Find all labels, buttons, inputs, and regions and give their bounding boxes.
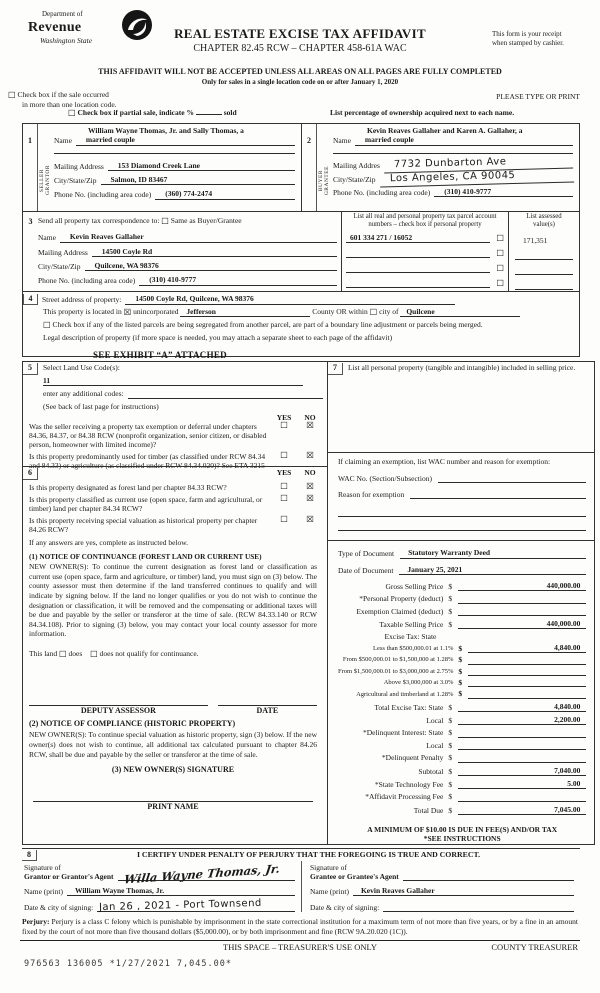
- corr-phone-label: Phone No. (including area code): [38, 276, 136, 286]
- land-designation-section: [22, 466, 328, 845]
- subtotal-label: Subtotal: [418, 766, 444, 776]
- land-use-section: [22, 361, 328, 471]
- buyer-name-line1[interactable]: Kevin Reaves Gallaher and Karen A. Gallaher, a: [367, 125, 523, 135]
- total-excise-local-value[interactable]: 2,200.00: [458, 715, 586, 725]
- wac-number-field[interactable]: [438, 474, 586, 483]
- total-excise-state-label: Total Excise Tax: State: [374, 702, 444, 712]
- buyer-name-line2[interactable]: married couple: [355, 135, 573, 145]
- new-owner-signature-label: (3) NEW OWNER(S) SIGNATURE: [111, 765, 235, 775]
- certification-section: [22, 848, 580, 912]
- section-6-number: 6: [23, 468, 38, 480]
- exemption-claimed-label: Exemption Claimed (deduct): [356, 606, 444, 616]
- certify-statement: I CERTIFY UNDER PENALTY OF PERJURY THAT THE FOREGOING IS TRUE AND CORRECT.: [136, 850, 481, 860]
- multi-location-label-1: Check box if the sale occurred: [17, 89, 109, 99]
- assessed-values-section: [509, 212, 579, 291]
- sec5-q1-text: Was the seller receiving a property tax exemption or deferral under chapters 84.36, 84.37, or 84.38 RCW (nonprofit organization, senior citizen, or disabled person, homeowner with limited income)?: [29, 422, 267, 450]
- affidavit-processing-fee-value[interactable]: [458, 793, 586, 802]
- parcel-personal-checkbox-4[interactable]: ☐: [496, 278, 504, 289]
- section-3-number: 3: [28, 216, 33, 226]
- section-2-number: 2: [302, 124, 317, 211]
- buyer-mailing-label: Mailing Addres: [333, 160, 380, 170]
- seller-section: [23, 124, 301, 211]
- taxable-selling-price-value[interactable]: 440,000.00: [458, 619, 586, 629]
- seller-side-word: SELLER: [38, 168, 45, 192]
- form-header: [20, 8, 580, 66]
- assessed-value-1[interactable]: 171,351: [523, 236, 548, 246]
- personal-property-deduct-label: *Personal Property (deduct): [359, 594, 444, 604]
- seller-name-label: Name: [54, 136, 72, 146]
- county-treasurer-label: COUNTY TREASURER: [491, 941, 578, 952]
- exhibit-a-note: SEE EXHIBIT “A” ATTACHED: [93, 350, 227, 361]
- seller-grantor-side-label: [38, 124, 52, 211]
- seller-mailing-value[interactable]: 153 Diamond Creek Lane: [108, 161, 295, 171]
- sec5-q1-yes-checkbox[interactable]: ☐: [280, 421, 288, 432]
- property-location-section: [23, 292, 579, 361]
- corr-mailing-value[interactable]: 14500 Coyle Rd: [92, 247, 337, 257]
- dollar-sign: $: [448, 620, 453, 629]
- sec6-q1-yes-checkbox[interactable]: ☐: [280, 481, 288, 492]
- excise-bracket-5-value[interactable]: [468, 690, 586, 699]
- completion-warning: THIS AFFIDAVIT WILL NOT BE ACCEPTED UNLESS ALL AREAS ON ALL PAGES ARE FULLY COMPLETED: [98, 67, 502, 76]
- same-as-buyer-checkbox[interactable]: ☐: [161, 216, 169, 227]
- gross-selling-price-value[interactable]: 440,000.00: [458, 581, 586, 591]
- dollar-sign: $: [448, 740, 453, 750]
- seller-name-extra-line[interactable]: [54, 146, 295, 154]
- exemption-claiming-label: If claiming an exemption, list WAC number and reason for exemption:: [338, 457, 551, 467]
- land-does-checkbox[interactable]: ☐: [59, 649, 67, 660]
- personal-property-deduct-value[interactable]: [458, 595, 586, 604]
- logo-revenue: Revenue: [28, 19, 82, 35]
- buyer-section: [301, 124, 579, 211]
- total-due-value[interactable]: 7,045.00: [458, 805, 586, 815]
- personal-property-text: List all personal property (tangible and intangible) included in selling price.: [348, 362, 576, 372]
- grantor-date-city-value: Jan 26 , 2021 - Port Townsend: [99, 897, 263, 913]
- land-does-not-checkbox[interactable]: ☐: [90, 649, 98, 660]
- sec6-q2-no-checkbox[interactable]: ☒: [306, 493, 314, 504]
- excise-tax-state-header: Excise Tax: State: [384, 632, 437, 642]
- grantee-sig-label-1: Signature of: [310, 862, 347, 872]
- corr-citystatezip-value[interactable]: Quilcene, WA 98376: [85, 261, 338, 271]
- grantor-name-print-value[interactable]: William Wayne Thomas, Jr.: [67, 886, 295, 896]
- sec5-q2-no-checkbox[interactable]: ☒: [306, 451, 314, 462]
- grantee-side-word: GRANTEE: [324, 165, 330, 195]
- section-5-number: 5: [23, 363, 38, 375]
- grantor-name-print-label: Name (print): [24, 887, 63, 897]
- partial-sale-sold-label: sold: [223, 107, 237, 117]
- delinquent-penalty-value[interactable]: [458, 754, 586, 763]
- type-of-document-label: Type of Document: [338, 549, 395, 559]
- buyer-citystatezip-label: City/State/Zip: [333, 175, 376, 185]
- dollar-sign: $: [448, 606, 453, 616]
- seller-mailing-label: Mailing Address: [54, 161, 104, 171]
- dollar-sign: $: [458, 643, 463, 653]
- affidavit-processing-fee-label: *Affidavit Processing Fee: [365, 792, 444, 802]
- sec5-yes-header: YES: [276, 412, 292, 422]
- receipt-note: This form is your receipt when stamped by cashier.: [492, 30, 564, 48]
- if-any-yes-note: If any answers are yes, complete as instructed below.: [29, 537, 189, 547]
- additional-codes-label: enter any additional codes:: [43, 389, 124, 399]
- excise-bracket-3-label: From $1,500,000.01 to $3,000,000 at 2.75%: [338, 667, 454, 675]
- excise-bracket-5-label: Agricultural and timberland at 1.28%: [356, 690, 454, 698]
- dollar-sign: $: [448, 594, 453, 604]
- reason-exemption-field-2[interactable]: [338, 507, 586, 517]
- send-correspondence-label: Send all property tax correspondence to:: [38, 215, 160, 225]
- exemption-section: [327, 452, 595, 541]
- dollar-sign: $: [448, 766, 453, 776]
- buyer-phone-value[interactable]: (310) 410-9777: [434, 187, 573, 197]
- grantee-date-city-line[interactable]: [383, 901, 574, 912]
- sec6-yes-header: YES: [276, 467, 292, 477]
- total-due-label: Total Due: [413, 805, 444, 815]
- exemption-claimed-value[interactable]: [458, 607, 586, 616]
- logo-dept-of: Department of: [42, 10, 83, 18]
- type-or-print-note: PLEASE TYPE OR PRINT: [496, 91, 580, 101]
- street-address-value[interactable]: 14500 Coyle Rd, Quilcene, WA 98376: [125, 294, 455, 304]
- dollar-sign: $: [448, 805, 453, 815]
- seller-phone-label: Phone No. (including area code): [54, 190, 152, 200]
- buyer-side-word: BUYER: [317, 169, 324, 191]
- excise-bracket-1-value[interactable]: 4,840.00: [468, 643, 586, 653]
- corr-citystatezip-label: City/State/Zip: [38, 262, 81, 271]
- gross-selling-price-label: Gross Selling Price: [385, 581, 444, 591]
- parcel-number-value[interactable]: 601 334 271 / 16052: [346, 233, 490, 243]
- delinquent-interest-state-value[interactable]: [458, 729, 586, 738]
- subtotal-value[interactable]: 7,040.00: [458, 766, 586, 776]
- excise-bracket-4-label: Above $3,000,000 at 3.0%: [383, 679, 454, 687]
- section-8-number: 8: [22, 850, 37, 861]
- cashier-stamp: 976563 136005 *1/27/2021 7,045.00*: [24, 958, 232, 969]
- total-excise-state-value[interactable]: 4,840.00: [458, 702, 586, 712]
- dollar-sign: $: [448, 581, 453, 591]
- land-use-code-value[interactable]: 11: [43, 376, 303, 386]
- dollar-sign: $: [448, 792, 453, 802]
- sec6-q2-yes-checkbox[interactable]: ☐: [280, 493, 288, 504]
- county-value[interactable]: Jefferson: [180, 307, 310, 317]
- corr-name-label: Name: [38, 233, 56, 243]
- dollar-sign: $: [448, 702, 453, 712]
- perjury-body: Perjury is a class C felony which is punishable by imprisonment in the state correctional institution for a maximum term of not more than five years, or by a fine in an amount fixed by the court of not more than five thousand dollars ($5,000.00), or by both imprisonment and fine (RCW 9A.20.020 (1C)).: [22, 917, 579, 936]
- single-location-note: Only for sales in a single location code on or after January 1, 2020: [201, 78, 399, 86]
- buyer-mailing-value[interactable]: 7732 Dunbarton Ave: [384, 154, 573, 172]
- this-land-label: This land: [29, 648, 58, 658]
- city-checkbox[interactable]: ☐: [369, 307, 378, 318]
- corr-name-value[interactable]: Kevin Reaves Gallaher: [60, 232, 337, 242]
- grantor-signature-line[interactable]: [118, 861, 295, 887]
- form-subtitle: CHAPTER 82.45 RCW – CHAPTER 458-61A WAC: [193, 43, 407, 55]
- seller-phone-value[interactable]: (360) 774-2474: [155, 189, 295, 199]
- parcel-numbers-section: [341, 212, 509, 291]
- dollar-sign: $: [458, 689, 463, 699]
- notice-compliance-body: NEW OWNER(S): To continue special valuation as historic property, sign (3) below. If the new owner(s) does not wish to continue, all additional tax calculated pursuant to chapter 84.26 RCW, shall be due and payable by the seller or transferor at the time of sale.: [29, 730, 317, 759]
- grantor-signature-value: Willa Wayne Thomas, Jr.: [122, 861, 281, 887]
- wac-number-label: WAC No. (Section/Subsection): [338, 473, 432, 483]
- corr-mailing-label: Mailing Address: [38, 247, 88, 257]
- dollar-sign: $: [458, 655, 463, 665]
- see-instructions-note: *SEE INSTRUCTIONS: [423, 834, 501, 844]
- grantee-sig-label-2: Grantee or Grantee's Agent: [310, 871, 399, 881]
- see-back-note: (See back of last page for instructions): [43, 401, 159, 411]
- grantee-name-print-label: Name (print): [310, 887, 349, 897]
- grantor-side-word: GRANTOR: [45, 165, 51, 196]
- reason-exemption-field-3[interactable]: [338, 521, 586, 531]
- delinquent-interest-state-label: *Delinquent Interest: State: [362, 728, 444, 738]
- seller-citystatezip-label: City/State/Zip: [54, 175, 97, 185]
- deputy-assessor-signature-line[interactable]: DEPUTY ASSESSOR: [29, 705, 208, 716]
- located-in-label: This property is located in: [43, 306, 122, 316]
- parcel-personal-checkbox-3[interactable]: ☐: [496, 263, 504, 274]
- parcel-number-field-4[interactable]: [346, 279, 490, 288]
- state-technology-fee-value[interactable]: 5.00: [458, 779, 586, 789]
- dor-logo: [28, 10, 148, 46]
- city-of-label: city of: [379, 306, 399, 316]
- multi-location-label-2: in more than one location code.: [22, 100, 117, 110]
- sec5-no-header: NO: [304, 412, 316, 422]
- form-title: REAL ESTATE EXCISE TAX AFFIDAVIT: [174, 26, 426, 41]
- treasurer-row: [20, 942, 580, 955]
- buyer-name-extra-line[interactable]: [333, 146, 573, 154]
- excise-bracket-2-value[interactable]: [468, 656, 586, 665]
- buyer-phone-label: Phone No. (including area code): [333, 187, 431, 197]
- parcel-personal-checkbox-1[interactable]: ☐: [496, 233, 504, 244]
- sec5-q2-yes-checkbox[interactable]: ☐: [280, 451, 288, 462]
- treasurer-space-label: THIS SPACE – TREASURER'S USE ONLY: [223, 941, 377, 952]
- sec6-q3-no-checkbox[interactable]: ☒: [306, 514, 314, 525]
- unincorporated-checkbox[interactable]: ☒: [123, 307, 132, 318]
- excise-bracket-1-label: Less than $500,000.01 at 1.1%: [373, 645, 454, 652]
- section-4-number: 4: [23, 294, 38, 305]
- partial-sale-checkbox[interactable]: ☐: [68, 108, 76, 119]
- partial-sale-label: Check box if partial sale, indicate %: [77, 107, 194, 117]
- grantee-name-print-value[interactable]: Kevin Reaves Gallaher: [353, 886, 574, 896]
- parcel-number-field-2[interactable]: [346, 249, 490, 258]
- section-7-number: 7: [328, 363, 343, 375]
- section-1-number: 1: [23, 124, 38, 211]
- grantee-signature-line[interactable]: [403, 869, 574, 881]
- sec6-q1-no-checkbox[interactable]: ☒: [306, 481, 314, 492]
- perjury-note: [20, 916, 580, 941]
- tax-correspondence-section: [23, 212, 341, 291]
- multi-location-checkbox[interactable]: ☐: [8, 90, 16, 101]
- dollar-sign: $: [448, 753, 453, 763]
- excise-bracket-4-value[interactable]: [468, 678, 586, 687]
- dollar-sign: $: [448, 728, 453, 738]
- date-of-document-label: Date of Document: [338, 565, 394, 575]
- minimum-fee-note: A MINIMUM OF $10.00 IS DUE IN FEE(S) AND/OR TAX: [367, 825, 558, 834]
- sec5-q2-text: Is this property predominantly used for timber (as classified under RCW 84.34 and 84.33) or agriculture (as classified under RCW 84.34.020)? See ETA 3215: [29, 452, 266, 471]
- same-as-buyer-label: Same as Buyer/Grantee: [170, 215, 242, 225]
- perjury-label: Perjury:: [22, 917, 50, 927]
- legal-description-label: Legal description of property (if more space is needed, you may attach a separate sheet to each page of the affidavit): [43, 332, 393, 342]
- personal-property-section: [327, 361, 595, 454]
- print-name-line[interactable]: PRINT NAME: [33, 801, 313, 812]
- sec6-q3-yes-checkbox[interactable]: ☐: [280, 514, 288, 525]
- land-does-not-label: does not qualify for continuance.: [99, 648, 199, 658]
- grantor-signature-block: [22, 861, 301, 912]
- dor-swirl-icon: [120, 8, 154, 42]
- county-or-within-label: County OR within: [312, 306, 368, 316]
- assessed-value-field-3[interactable]: [515, 266, 573, 275]
- excise-bracket-3-value[interactable]: [468, 667, 586, 676]
- segregated-checkbox[interactable]: ☐: [43, 321, 51, 332]
- dollar-sign: $: [448, 779, 453, 789]
- assessed-value-field-2[interactable]: [515, 251, 573, 260]
- delinquent-interest-local-value[interactable]: [458, 741, 586, 750]
- state-technology-fee-label: *State Technology Fee: [374, 779, 444, 789]
- assessed-value-field-4[interactable]: [515, 281, 573, 290]
- sec6-q3-text: Is this property receiving special valuation as historical property per chapter 84.26 RCW?: [29, 515, 258, 534]
- total-excise-local-label: Local: [426, 716, 444, 725]
- grantor-date-city-line[interactable]: [97, 897, 295, 913]
- date-of-document-value[interactable]: January 25, 2021: [399, 565, 586, 575]
- land-does-label: does: [68, 648, 83, 658]
- grantee-date-city-label: Date & city of signing:: [310, 903, 380, 913]
- delinquent-penalty-label: *Delinquent Penalty: [381, 753, 444, 763]
- land-use-title: Select Land Use Code(s):: [43, 362, 120, 372]
- sec6-no-header: NO: [304, 467, 316, 477]
- dollar-sign: $: [458, 677, 463, 687]
- buyer-citystatezip-value[interactable]: Los Angeles, CA 90045: [379, 168, 573, 187]
- parties-box: [22, 123, 580, 361]
- seller-citystatezip-value[interactable]: Salmon, ID 83467: [101, 175, 296, 185]
- sec6-q1-text: Is this property designated as forest land per chapter 84.33 RCW?: [29, 482, 227, 492]
- grantee-sig-label: [310, 863, 403, 881]
- notice-continuance-body: NEW OWNER(S): To continue the current designation as forest land or classification as current use (open space, farm and agriculture, or timber) land, you must sign on (3) below. The county assessor must then determine if the land transferred continues to qualify and will indicate by signing below. If the land no longer qualifies or you do not wish to continue the designation or classification, it will be removed and the compensating or additional taxes will be due and payable by the seller or transferor at the time of sale. (RCW 84.33.140 or RCW 84.34.108). Prior to signing (3) below, you may contact your local county assessor for more information.: [29, 562, 317, 639]
- delinquent-interest-local-label: Local: [426, 740, 444, 750]
- buyer-name-label: Name: [333, 136, 351, 146]
- seller-name-line1[interactable]: William Wayne Thomas, Jr. and Sally Thomas, a: [88, 125, 244, 135]
- grantee-signature-block: [301, 861, 580, 912]
- partial-sale-percent-field[interactable]: [196, 114, 222, 115]
- city-value[interactable]: Quilcene: [400, 307, 520, 317]
- parcel-personal-checkbox-2[interactable]: ☐: [496, 248, 504, 259]
- type-of-document-value[interactable]: Statutory Warranty Deed: [400, 548, 586, 558]
- sec6-q2-text: Is this property classified as current use (open space, farm and agricultural, or timber) land per chapter 84.34 RCW?: [29, 494, 263, 513]
- grantor-sig-label-1: Signature of: [24, 862, 61, 872]
- unincorporated-label: unincorporated: [133, 306, 179, 316]
- notice-compliance-title: (2) NOTICE OF COMPLIANCE (HISTORIC PROPERTY): [29, 719, 236, 729]
- notice-continuance-title: (1) NOTICE OF CONTINUANCE (FOREST LAND OR CURRENT USE): [29, 552, 262, 562]
- grantor-date-city-label: Date & city of signing:: [24, 903, 94, 913]
- ownership-note: List percentage of ownership acquired next to each name.: [330, 107, 515, 117]
- deputy-assessor-date-line[interactable]: DATE: [218, 705, 317, 716]
- assessed-header: List assessed value(s): [526, 212, 562, 228]
- sec5-q1-no-checkbox[interactable]: ☒: [306, 421, 314, 432]
- dollar-sign: $: [458, 666, 463, 676]
- grantor-sig-label-2: Grantor or Grantor's Agent: [24, 871, 114, 881]
- buyer-grantee-side-label: [317, 124, 331, 211]
- seller-name-line2[interactable]: married couple: [76, 135, 295, 145]
- corr-phone-value[interactable]: (310) 410-9777: [139, 275, 337, 285]
- tax-computation-section: [327, 540, 595, 845]
- parcel-number-field-3[interactable]: [346, 264, 490, 273]
- additional-codes-field[interactable]: [128, 390, 323, 399]
- street-address-label: Street address of property:: [42, 295, 122, 305]
- excise-bracket-2-label: From $500,000.01 to $1,500,000 at 1.28%: [342, 656, 454, 664]
- segregated-label: Check box if any of the listed parcels are being segregated from another parcel, are part of a boundary line adjustment or parcels being merged.: [52, 320, 483, 330]
- reason-exemption-label: Reason for exemption: [338, 490, 405, 500]
- reason-exemption-field-1[interactable]: [410, 490, 586, 499]
- grantor-sig-label: [24, 863, 118, 881]
- dollar-sign: $: [448, 716, 453, 725]
- logo-wa-state: Washington State: [40, 36, 93, 46]
- taxable-selling-price-label: Taxable Selling Price: [379, 620, 444, 629]
- parcel-header: List all real and personal property tax parcel account numbers – check box if personal property: [353, 212, 497, 228]
